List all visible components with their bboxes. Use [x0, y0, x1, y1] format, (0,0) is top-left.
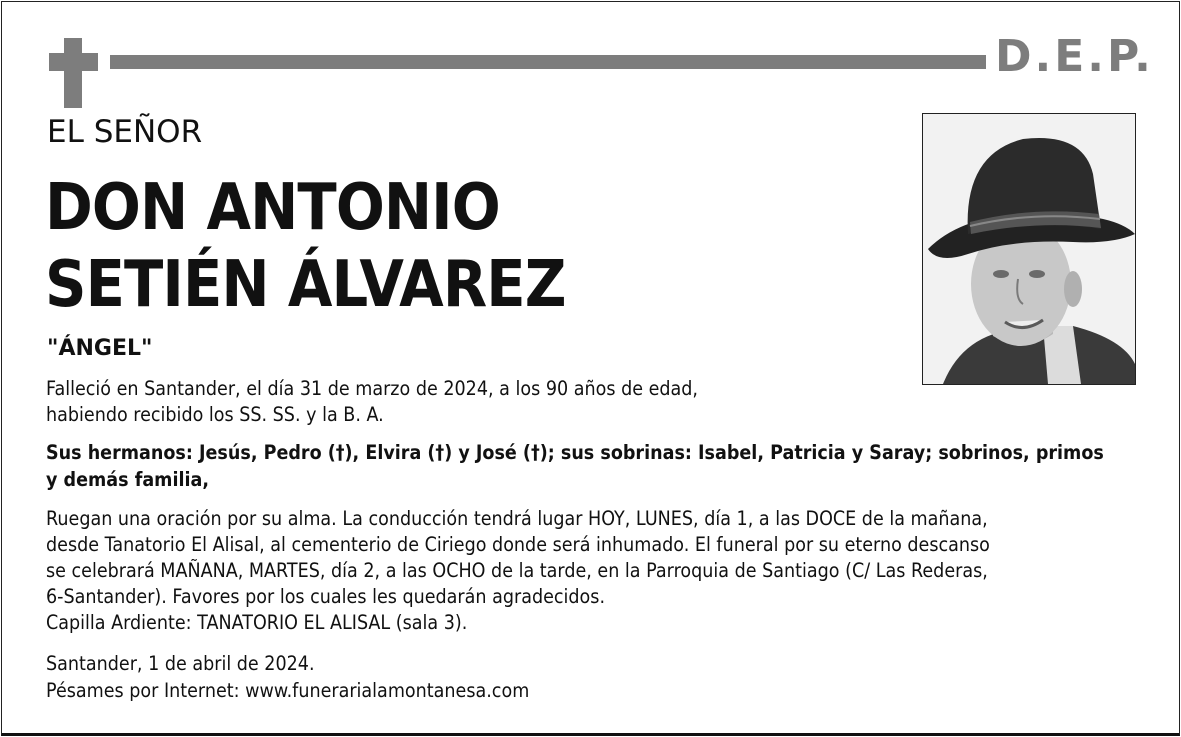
body-line-2: desde Tanatorio El Alisal, al cementerio de Ciriego donde será inhumado. El funeral por su eterno descanso — [46, 533, 990, 556]
family-line-2: y demás familia, — [46, 468, 210, 491]
name-line-1: DON ANTONIO — [45, 171, 500, 245]
family-line-1: Sus hermanos: Jesús, Pedro (†), Elvira (†) y José (†); sus sobrinas: Isabel, Patricia y Saray; sobrinos, primos — [46, 441, 1104, 464]
death-line-1: Falleció en Santander, el día 31 de marzo de 2024, a los 90 años de edad, — [46, 377, 699, 400]
dep-label: D.E.P. — [995, 31, 1154, 82]
alias: "ÁNGEL" — [47, 336, 153, 361]
name-line-2: SETIÉN ÁLVAREZ — [45, 248, 566, 322]
death-line-2: habiendo recibido los SS. SS. y la B. A. — [46, 403, 384, 426]
portrait-illustration — [923, 114, 1135, 384]
cross-icon-bar — [49, 53, 98, 71]
title-prefix: EL SEÑOR — [47, 114, 203, 150]
portrait-photo — [922, 113, 1136, 385]
body-line-3: se celebrará MAÑANA, MARTES, día 2, a las OCHO de la tarde, en la Parroquia de Santiago (C/ Las Rederas, — [46, 559, 988, 582]
deceased-name — [45, 170, 566, 324]
body-line-4: 6-Santander). Favores por los cuales les quedarán agradecidos. — [46, 585, 606, 608]
cross-icon — [64, 38, 82, 108]
body-line-1: Ruegan una oración por su alma. La conducción tendrá lugar HOY, LUNES, día 1, a las DOCE de la mañana, — [46, 507, 988, 530]
condolences-line: Pésames por Internet: www.funerarialamontanesa.com — [46, 679, 530, 702]
header-rule — [110, 55, 986, 69]
chapel-line: Capilla Ardiente: TANATORIO EL ALISAL (sala 3). — [46, 611, 468, 634]
date-place: Santander, 1 de abril de 2024. — [46, 652, 315, 675]
